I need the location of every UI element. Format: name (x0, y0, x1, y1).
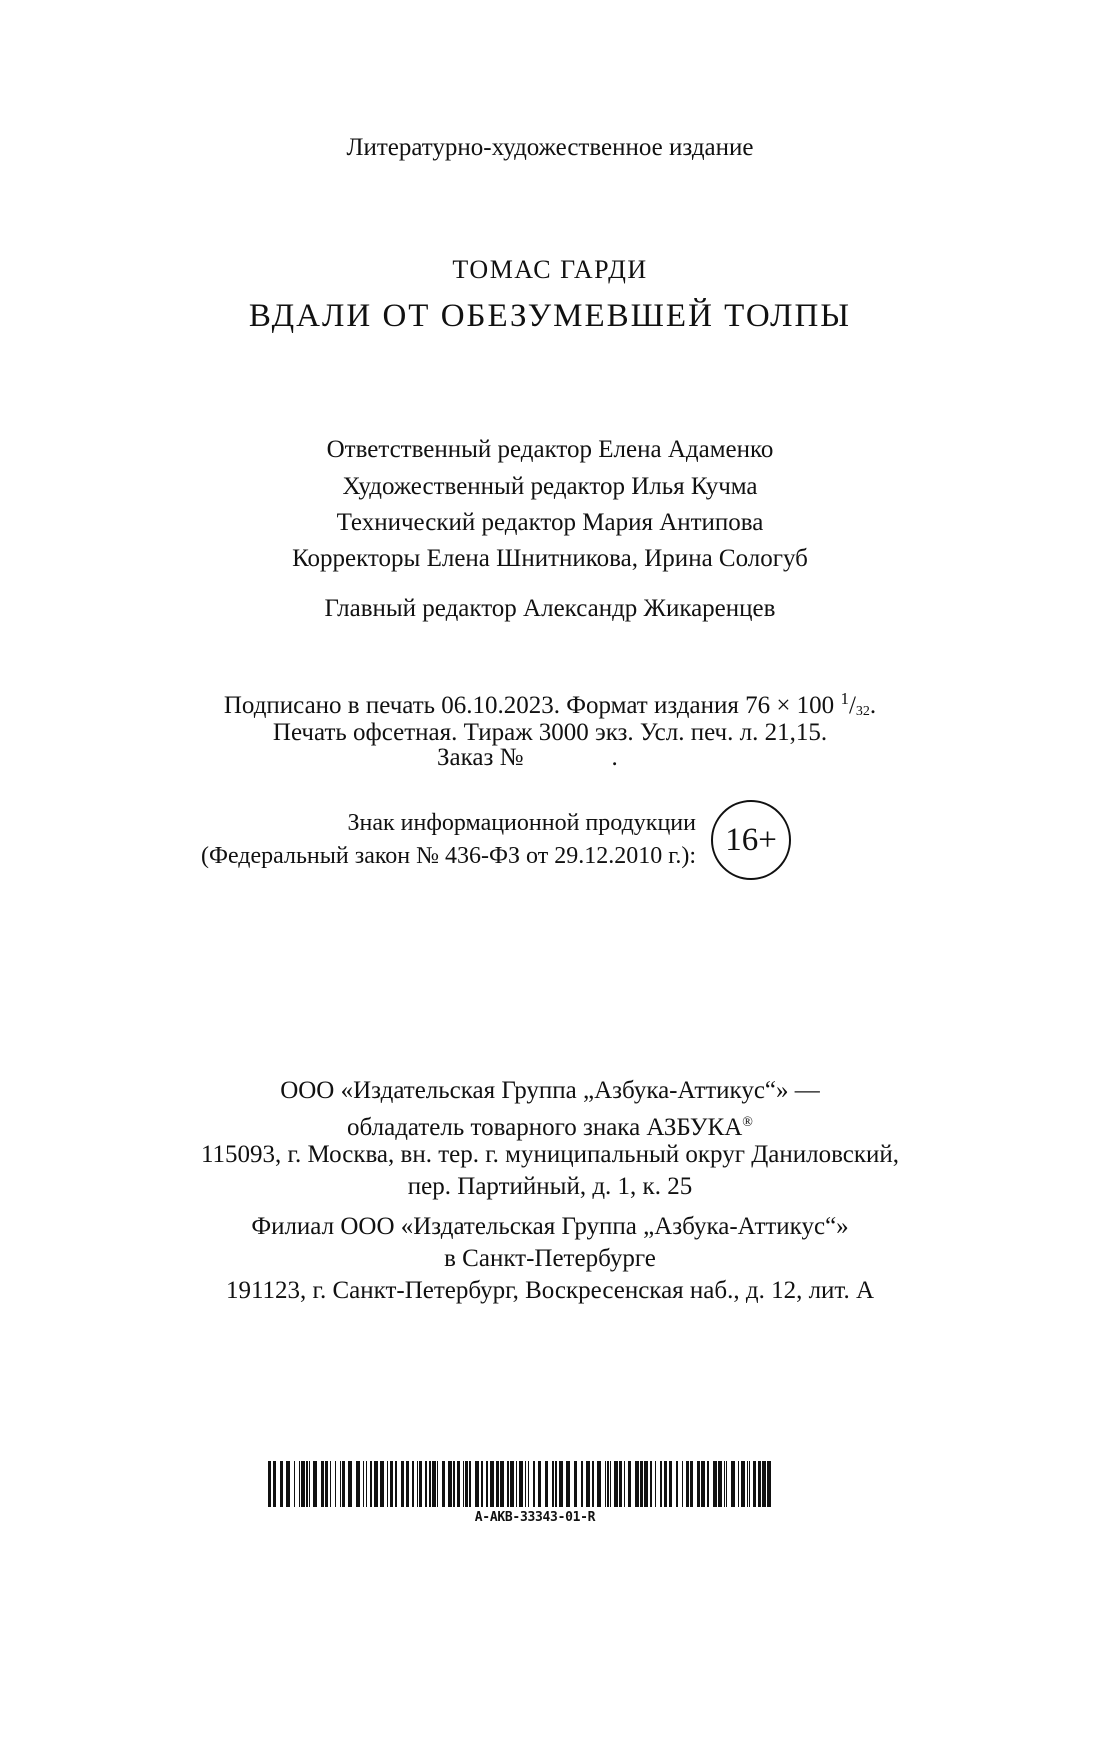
age-rating-value: 16+ (725, 821, 777, 858)
credit-line: Художественный редактор Илья Кучма (342, 473, 758, 500)
author-name: ТОМАС ГАРДИ (452, 255, 648, 284)
publisher-address: 115093, г. Москва, вн. тер. г. муниципальный округ Даниловский, (200, 1141, 899, 1168)
registered-mark: ® (742, 1115, 753, 1130)
publisher-address: пер. Партийный, д. 1, к. 25 (407, 1173, 693, 1200)
age-rating-law: (Федеральный закон № 436-ФЗ от 29.12.2010 г.): (200, 843, 696, 869)
edition-type: Литературно-художественное издание (346, 134, 754, 161)
order-number (437, 741, 618, 775)
barcode-text: A-AKB-33343-01-R (474, 1510, 596, 1525)
chief-editor: Главный редактор Александр Жикаренцев (324, 595, 776, 622)
format-numerator: 1 (840, 689, 849, 708)
book-title: ВДАЛИ ОТ ОБЕЗУМЕВШЕЙ ТОЛПЫ (248, 298, 852, 334)
credit-line: Корректоры Елена Шнитникова, Ирина Сологуб (292, 545, 808, 572)
age-rating-badge (711, 800, 791, 880)
publisher-line: ООО «Издательская Группа „Азбука-Аттикус“» — (280, 1077, 820, 1104)
branch-city: в Санкт-Петербурге (444, 1245, 656, 1272)
order-end: . (611, 744, 618, 771)
branch-line: Филиал ООО «Издательская Группа „Азбука-Аттикус“» (251, 1213, 849, 1240)
order-label: Заказ № (437, 744, 524, 771)
credit-line: Ответственный редактор Елена Адаменко (326, 436, 774, 463)
format-end: . (869, 692, 877, 719)
credit-line: Технический редактор Мария Антипова (336, 509, 764, 536)
barcode (268, 1461, 774, 1507)
print-run-line: Печать офсетная. Тираж 3000 экз. Усл. печ. л. 21,15. (272, 719, 828, 746)
print-signed-text: Подписано в печать 06.10.2023. Формат издания 76 × 100 (223, 692, 841, 719)
trademark-text: обладатель товарного знака АЗБУКА (347, 1114, 743, 1141)
branch-address: 191123, г. Санкт-Петербург, Воскресенская наб., д. 12, лит. А (225, 1277, 875, 1304)
format-denominator: 32 (855, 704, 870, 719)
barcode-bars (268, 1461, 774, 1507)
age-rating-label: Знак информационной продукции (347, 810, 696, 836)
format-slash: / (848, 692, 856, 719)
